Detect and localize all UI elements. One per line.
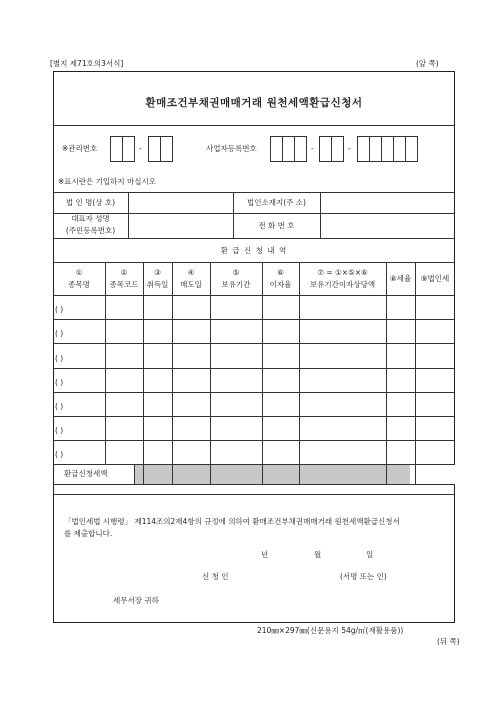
divider (320, 192, 321, 238)
paper-spec: 210㎜×297㎜(신문용지 54g/㎡(재활용품)) (257, 626, 404, 635)
page-side-front: (앞 쪽) (416, 59, 439, 68)
declaration-line-2: 를 제출합니다. (64, 529, 113, 538)
corp-name-label: 법 인 명(상 호) (65, 198, 116, 207)
divider (53, 343, 455, 344)
year-label: 년 (261, 550, 269, 559)
divider (143, 262, 144, 484)
divider (53, 192, 455, 193)
divider (53, 484, 455, 485)
col-4-num: ④ (187, 268, 195, 277)
day-label: 일 (366, 550, 374, 559)
divider (128, 192, 129, 238)
col-1-num: ① (75, 268, 83, 277)
col-4-label: 매도일 (180, 280, 202, 289)
divider (53, 262, 455, 263)
representative-field[interactable] (130, 215, 231, 236)
divider (53, 392, 455, 393)
dash: - (139, 144, 142, 153)
form-title: 환매조건부채권매매거래 원천세액환급신청서 (145, 97, 363, 109)
phone-label: 전 화 번 호 (258, 221, 295, 230)
col-1-label: 종목명 (68, 280, 90, 289)
instruction-note: ※표시란은 기입하지 마십시오 (58, 177, 156, 186)
row-mark: ( ) (55, 305, 64, 314)
col-3-label: 취득일 (146, 280, 169, 289)
divider (53, 440, 455, 441)
col-6-label: 이자율 (269, 280, 292, 289)
corp-address-field[interactable] (322, 194, 453, 211)
col-6-num: ⑥ (277, 268, 284, 277)
signature-label: (서명 또는 인) (340, 572, 387, 581)
divider (53, 368, 455, 369)
page-side-back: (뒤 쪽) (437, 637, 460, 646)
total-row-shading (134, 465, 410, 484)
dash: - (348, 144, 351, 153)
row-mark: ( ) (55, 402, 64, 411)
corp-address-label: 법인소재지(주 소) (247, 198, 306, 207)
col-7-label: 보유기간이자상당액 (309, 280, 376, 289)
divider (134, 464, 135, 484)
divider (53, 494, 455, 495)
applicant-label: 신 청 인 (202, 572, 229, 581)
divider (415, 262, 416, 484)
col-8-label: ⑧세율 (389, 274, 412, 283)
declaration-line-1: 「법인세법 시행령」 제114조의2제4항의 규정에 의하여 환매조건부채권매매거래 원천세액환급신청서 (64, 517, 400, 526)
divider (53, 416, 455, 417)
representative-name-label: 대표자 성명 (71, 214, 110, 223)
col-5-label: 보유기간 (221, 280, 251, 289)
divider (53, 213, 455, 214)
month-label: 월 (314, 550, 322, 559)
biz-reg-number-box[interactable] (331, 136, 344, 162)
total-tax-field[interactable] (410, 465, 455, 484)
divider (262, 262, 263, 484)
biz-reg-number-box[interactable] (405, 136, 418, 162)
col-2-label: 종목코드 (109, 280, 139, 289)
addressee: 세무서장 귀하 (113, 596, 159, 605)
divider (299, 262, 300, 484)
dash: - (311, 144, 314, 153)
divider (53, 295, 455, 296)
col-3-num: ③ (154, 268, 161, 277)
divider (53, 238, 455, 239)
divider (172, 262, 173, 484)
management-number-box[interactable] (122, 136, 135, 162)
divider (53, 125, 455, 126)
divider (386, 262, 387, 484)
business-registration-label: 사업자등록번호 (206, 144, 257, 153)
total-refund-label: 환급신청세액 (64, 469, 108, 478)
row-mark: ( ) (55, 450, 64, 459)
row-mark: ( ) (55, 354, 64, 363)
management-number-box[interactable] (160, 136, 173, 162)
col-7-num: ⑦ = ①×⑤×⑥ (317, 268, 368, 277)
biz-reg-number-box[interactable] (294, 136, 307, 162)
row-mark: ( ) (55, 329, 64, 338)
representative-id-label: (주민등록번호) (65, 226, 116, 235)
col-9-label: ⑨법인세 (420, 274, 450, 283)
management-number-label: ※관리번호 (62, 144, 98, 153)
row-mark: ( ) (55, 378, 64, 387)
row-mark: ( ) (55, 426, 64, 435)
divider (53, 319, 455, 320)
corp-name-field[interactable] (130, 194, 231, 211)
col-2-num: ② (120, 268, 128, 277)
col-5-num: ⑤ (232, 268, 240, 277)
phone-field[interactable] (322, 215, 453, 236)
divider (210, 262, 211, 484)
details-section-title: 환 급 신 청 내 역 (220, 246, 288, 255)
form-number: [별지 제71호의3서식] (50, 59, 124, 68)
divider (105, 262, 106, 464)
